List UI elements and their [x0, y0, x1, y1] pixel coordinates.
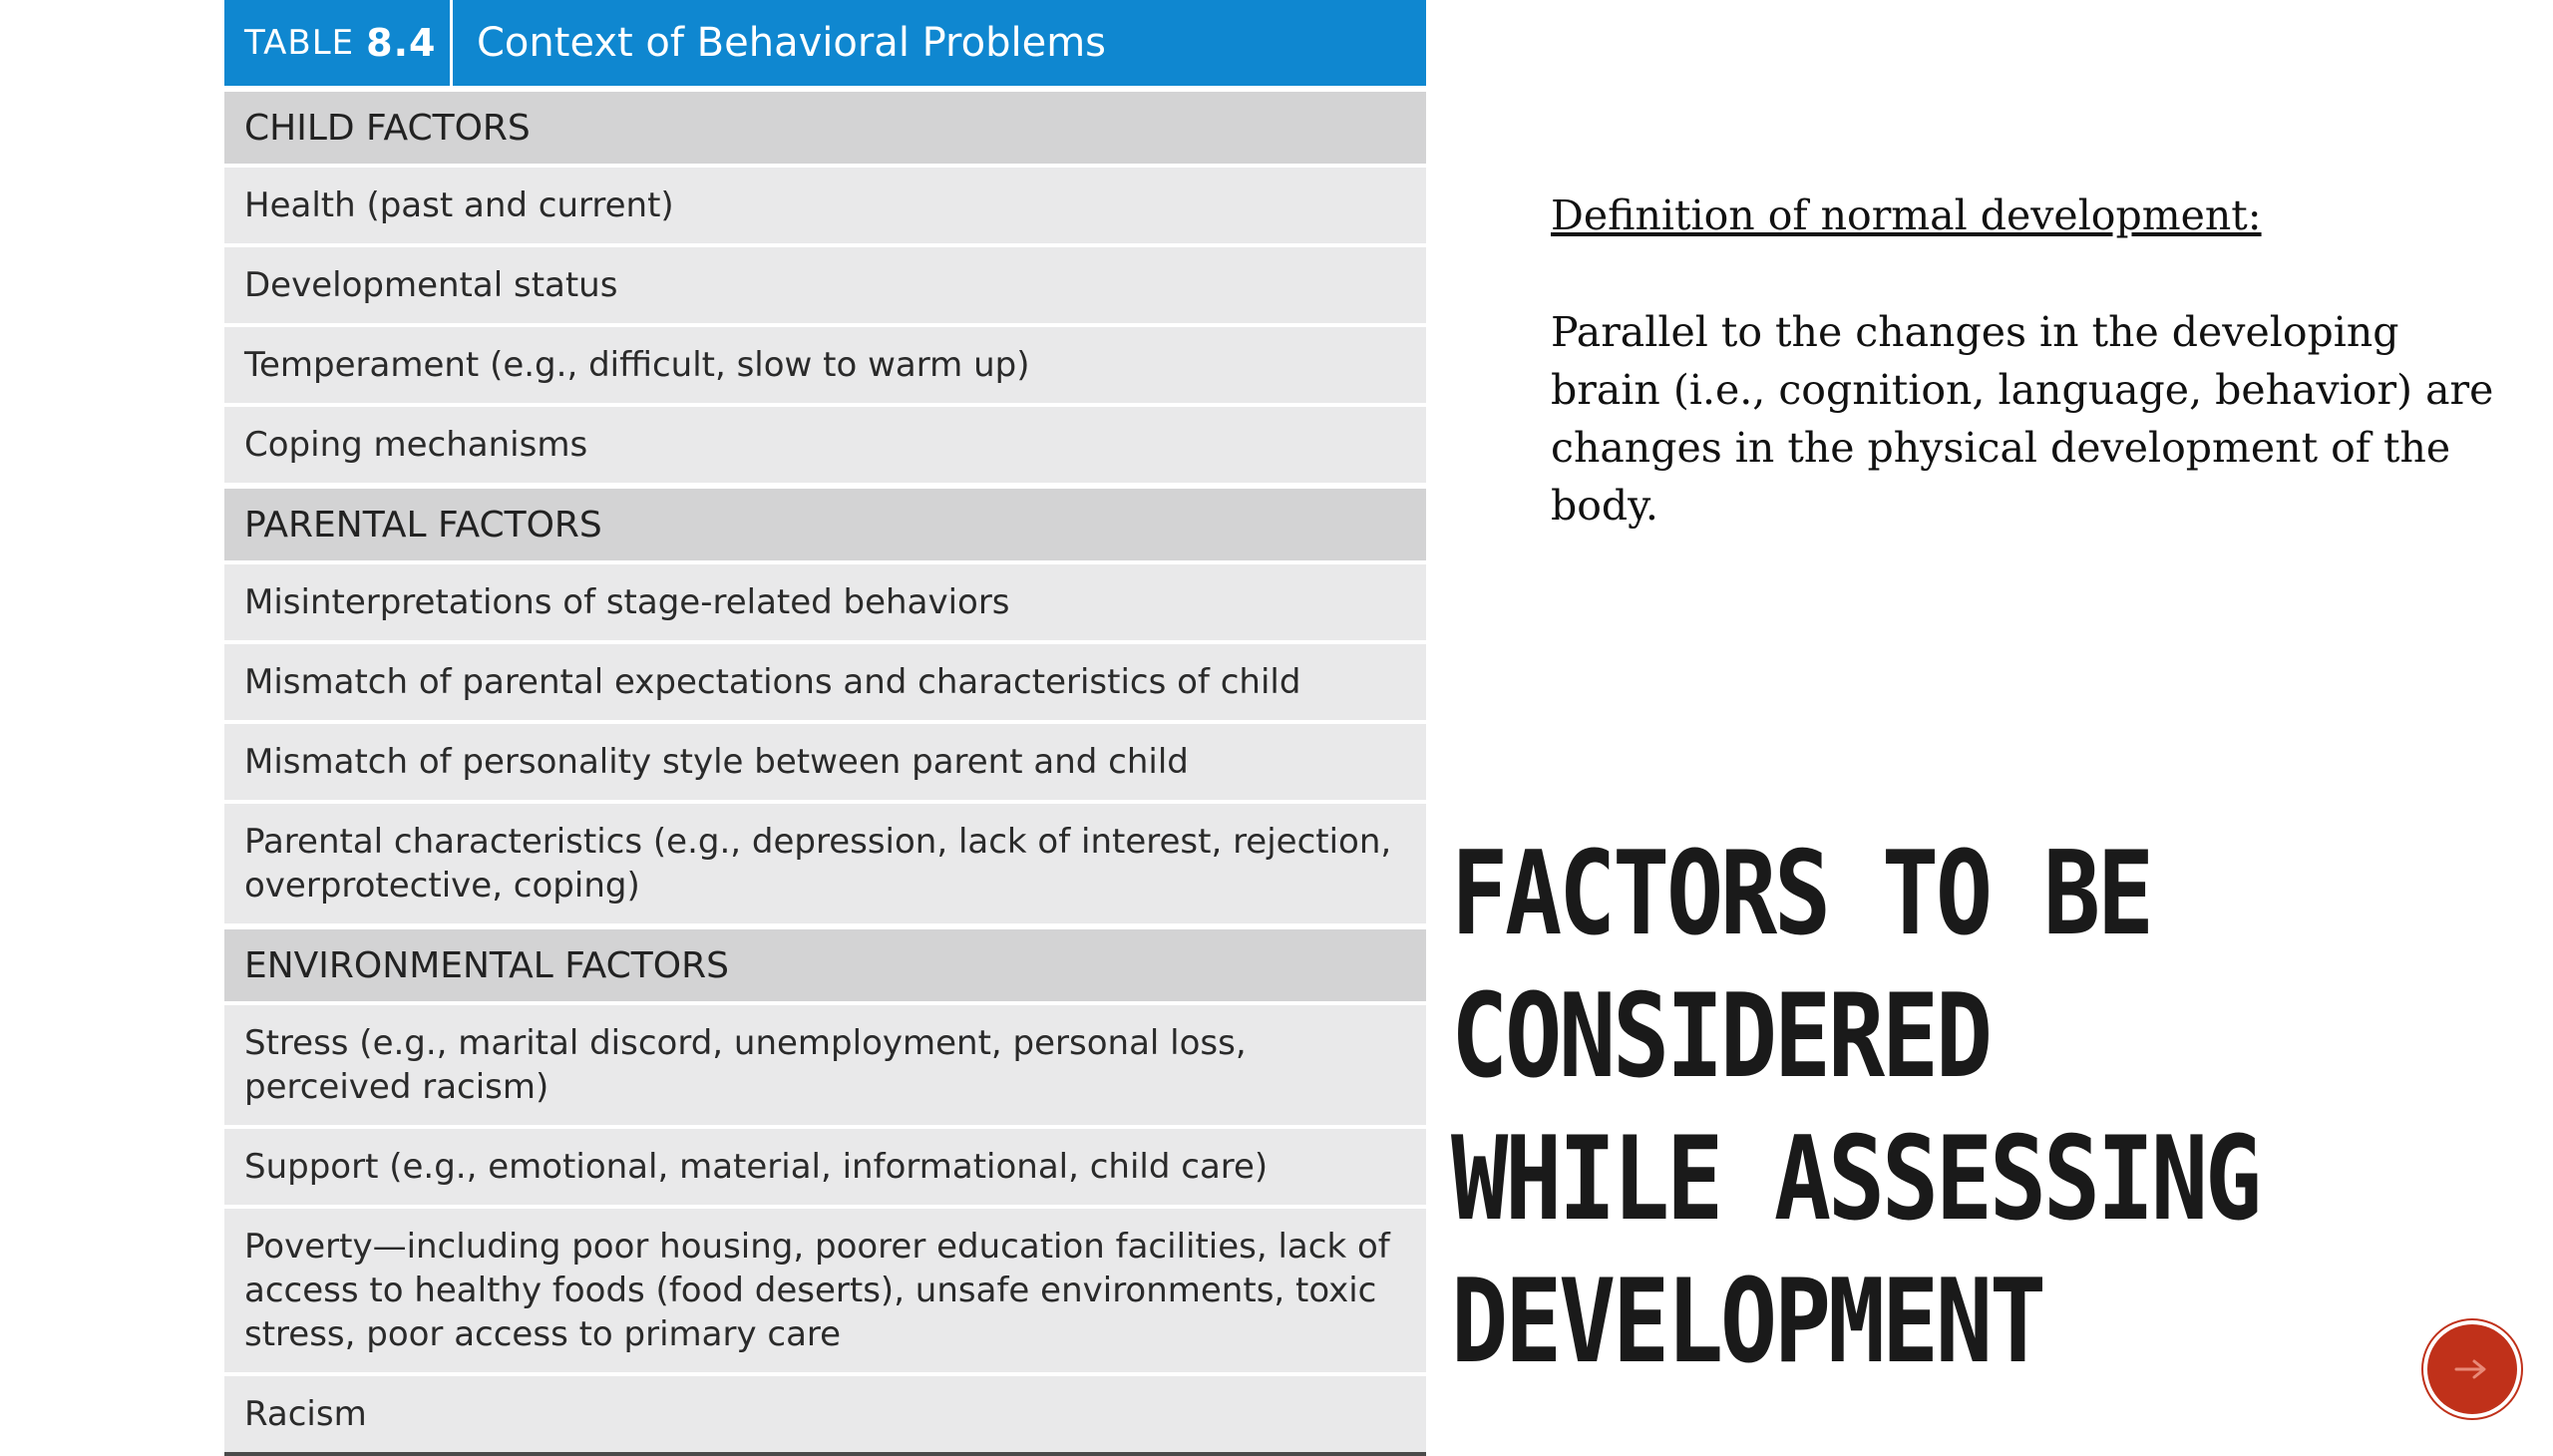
- slide-title-line: FACTORS TO BE: [1451, 827, 2151, 961]
- section-heading-parental: PARENTAL FACTORS: [224, 483, 1426, 560]
- slide-title-line: WHILE ASSESSING: [1451, 1112, 2259, 1247]
- table-row: Temperament (e.g., difficult, slow to warm up): [224, 323, 1426, 403]
- table-number-box: [224, 0, 453, 86]
- definition-title: Definition of normal development:: [1551, 191, 2262, 239]
- table-row: Mismatch of parental expectations and characteristics of child: [224, 640, 1426, 720]
- table-row: Stress (e.g., marital discord, unemployment, personal loss, perceived racism): [224, 1001, 1426, 1125]
- slide-title: [1451, 823, 2269, 1393]
- table-row: Racism: [224, 1372, 1426, 1452]
- table-row: Coping mechanisms: [224, 403, 1426, 483]
- slide-title-line: CONSIDERED: [1451, 969, 1990, 1104]
- table-row: Parental characteristics (e.g., depression, lack of interest, rejection, overprotective, coping): [224, 800, 1426, 923]
- table-row: Developmental status: [224, 243, 1426, 323]
- table-title: Context of Behavioral Problems: [477, 20, 1107, 66]
- table-row: Mismatch of personality style between parent and child: [224, 720, 1426, 800]
- definition-block: [1551, 187, 2508, 535]
- slide-title-line: DEVELOPMENT: [1451, 1255, 2043, 1389]
- definition-body: Parallel to the changes in the developing brain (i.e., cognition, language, behavior) are changes in the physical development of the body.: [1551, 308, 2494, 530]
- behavior-context-table: [224, 0, 1426, 1456]
- table-header: [224, 0, 1426, 86]
- table-row: Poverty—including poor housing, poorer education facilities, lack of access to healthy foods (food deserts), unsafe environments, toxic stress, poor access to primary care: [224, 1205, 1426, 1372]
- section-heading-child: CHILD FACTORS: [224, 86, 1426, 164]
- next-arrow-icon: [2452, 1354, 2492, 1384]
- table-row: Support (e.g., emotional, material, informational, child care): [224, 1125, 1426, 1205]
- next-slide-button[interactable]: [2427, 1324, 2517, 1414]
- table-number: 8.4: [366, 21, 437, 65]
- section-heading-environmental: ENVIRONMENTAL FACTORS: [224, 923, 1426, 1001]
- table-row: Misinterpretations of stage-related behaviors: [224, 560, 1426, 640]
- table-label: TABLE: [244, 23, 355, 63]
- table-row: Health (past and current): [224, 164, 1426, 243]
